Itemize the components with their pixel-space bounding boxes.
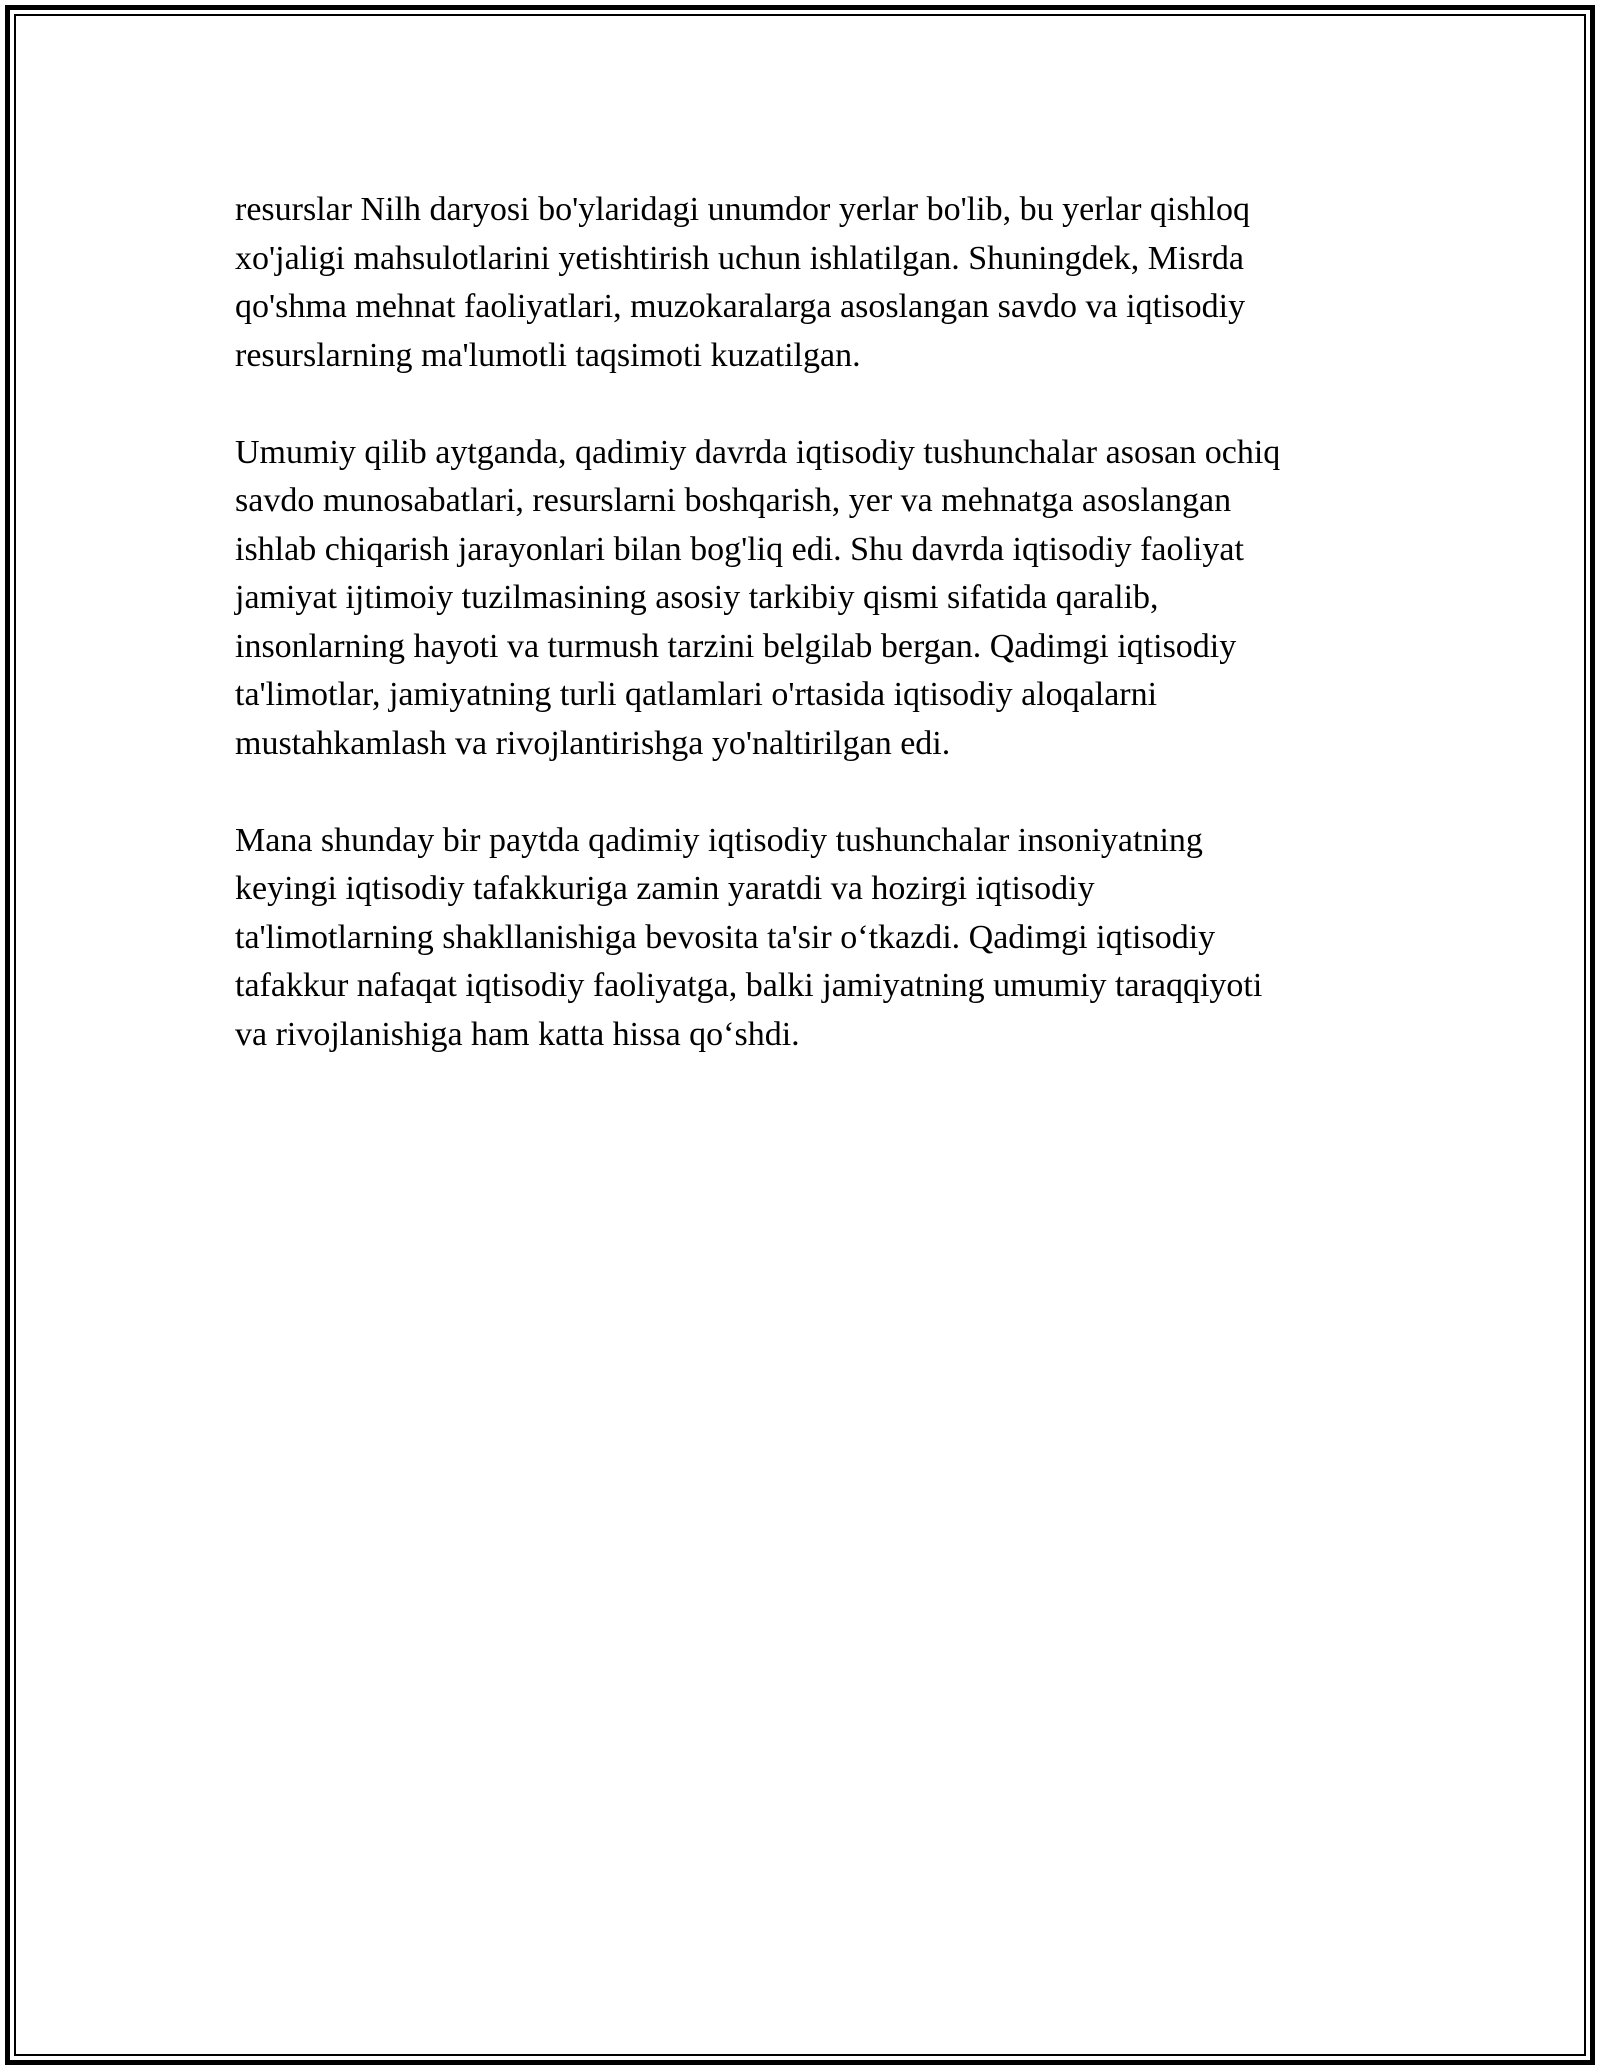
text-line: xo'jaligi mahsulotlarini yetishtirish uchun ishlatilgan. Shuningdek, Misrda <box>235 239 1245 277</box>
text-line: ta'limotlarning shakllanishiga bevosita ta'sir o‘tkazdi. Qadimgi iqtisodiy <box>235 918 1216 956</box>
text-line: Mana shunday bir paytda qadimiy iqtisodiy tushunchalar insoniyatning <box>235 821 1203 859</box>
text-line: Umumiy qilib aytganda, qadimiy davrda iqtisodiy tushunchalar asosan ochiq <box>235 433 1281 471</box>
text-line: mustahkamlash va rivojlantirishga yo'naltirilgan edi. <box>235 724 951 762</box>
text-line: ta'limotlar, jamiyatning turli qatlamlari o'rtasida iqtisodiy aloqalarni <box>235 676 1158 713</box>
text-line: va rivojlanishiga ham katta hissa qo‘shdi. <box>235 1015 800 1053</box>
page-content <box>235 186 1395 1059</box>
text-line: resurslar Nilh daryosi bo'ylaridagi unumdor yerlar bo'lib, bu yerlar qishloq <box>235 191 1251 228</box>
paragraph-1 <box>235 186 1395 380</box>
text-line: qo'shma mehnat faoliyatlari, muzokaralarga asoslangan savdo va iqtisodiy <box>235 288 1246 325</box>
text-line: tafakkur nafaqat iqtisodiy faoliyatga, balki jamiyatning umumiy taraqqiyoti <box>235 967 1263 1004</box>
paragraph-3 <box>235 817 1395 1060</box>
text-line: keyingi iqtisodiy tafakkuriga zamin yaratdi va hozirgi iqtisodiy <box>235 870 1095 907</box>
text-line: ishlab chiqarish jarayonlari bilan bog'liq edi. Shu davrda iqtisodiy faoliyat <box>235 530 1244 568</box>
text-line: insonlarning hayoti va turmush tarzini belgilab bergan. Qadimgi iqtisodiy <box>235 627 1237 665</box>
text-line: savdo munosabatlari, resurslarni boshqarish, yer va mehnatga asoslangan <box>235 482 1232 519</box>
paragraph-2 <box>235 429 1395 769</box>
text-line: resurslarning ma'lumotli taqsimoti kuzatilgan. <box>235 336 861 374</box>
text-line: jamiyat ijtimoiy tuzilmasining asosiy tarkibiy qismi sifatida qaralib, <box>235 579 1159 616</box>
